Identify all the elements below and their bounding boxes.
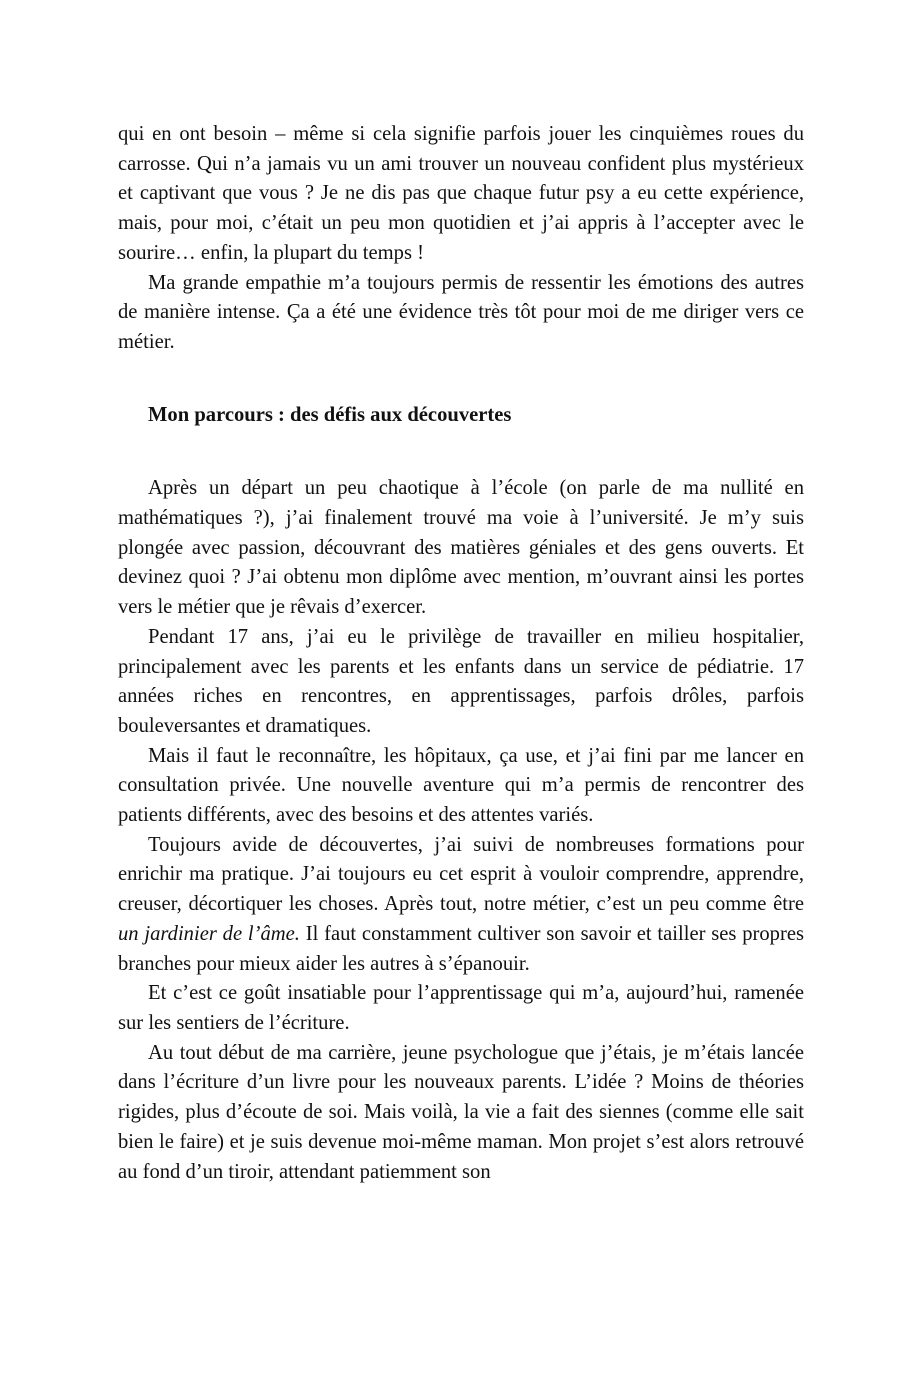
paragraph-empathy: Ma grande empathie m’a toujours permis de ressentir les émotions des autres de manière intense. Ça a été une évidence très tôt pour moi de me diriger vers ce métier.	[118, 271, 804, 353]
paragraph-hospital: Pendant 17 ans, j’ai eu le privilège de travailler en milieu hospitalier, principalement avec les parents et les enfants dans un service de pédiatrie. 17 années riches en rencontres, en apprentissages, parfois drôles, parfois bouleversantes et dramatiques.	[118, 625, 804, 737]
paragraph-training	[118, 831, 804, 980]
italic-phrase: un jardinier de l’âme.	[118, 922, 300, 945]
book-page	[118, 120, 804, 1187]
section-heading: Mon parcours : des défis aux découvertes	[148, 403, 512, 426]
paragraph-writing: Et c’est ce goût insatiable pour l’apprentissage qui m’a, aujourd’hui, ramenée sur les sentiers de l’écriture.	[118, 982, 804, 1034]
paragraph-private-practice: Mais il faut le reconnaître, les hôpitaux, ça use, et j’ai fini par me lancer en consultation privée. Une nouvelle aventure qui m’a permis de rencontrer des patients différents, avec des besoins et des attentes variés.	[118, 744, 804, 827]
training-text-after: Il faut constamment cultiver son savoir et tailler ses propres branches pour mieux aider les autres à s’épanouir.	[118, 922, 804, 975]
paragraph-book-project: Au tout début de ma carrière, jeune psychologue que j’étais, je m’étais lancée dans l’écriture d’un livre pour les nouveaux parents. L’idée ? Moins de théories rigides, plus d’écoute de soi. Mais voilà, la vie a fait des siennes (comme elle sait bien le faire) et je suis devenue moi-même maman. Mon projet s’est alors retrouvé au fond d’un tiroir, attendant patiemment son	[118, 1041, 804, 1183]
paragraph-university: Après un départ un peu chaotique à l’école (on parle de ma nullité en mathématiques ?), j’ai finalement trouvé ma voie à l’université. Je m’y suis plongée avec passion, découvrant des matières géniales et des gens ouverts. Et devinez quoi ? J’ai obtenu mon diplôme avec mention, m’ouvrant ainsi les portes vers le métier que je rêvais d’exercer.	[118, 477, 804, 619]
paragraph-continued: qui en ont besoin – même si cela signifie parfois jouer les cinquièmes roues du carrosse. Qui n’a jamais vu un ami trouver un nouveau confident plus mystérieux et captivant que vous ? Je ne dis pas que chaque futur psy a eu cette expérience, mais, pour moi, c’était un peu mon quotidien et j’ai appris à l’accepter avec le sourire… enfin, la plupart du temps !	[118, 123, 804, 264]
training-text-before: Toujours avide de découvertes, j’ai suivi de nombreuses formations pour enrichir ma pratique. J’ai toujours eu cet esprit à vouloir comprendre, apprendre, creuser, décortiquer les choses. Après tout, notre métier, c’est un peu comme être	[118, 833, 804, 916]
